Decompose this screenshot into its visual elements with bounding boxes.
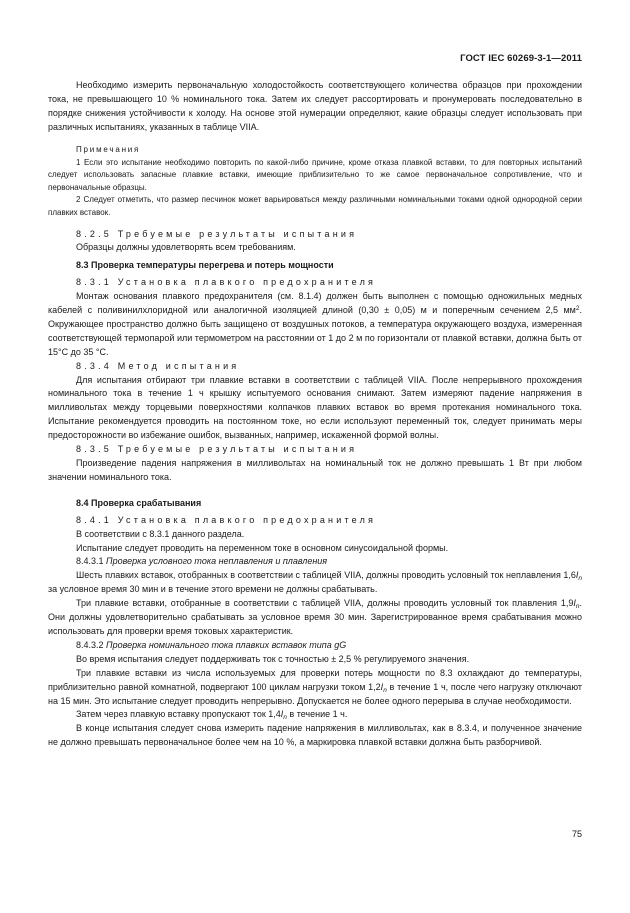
text-8-4-3-2-p2: Три плавкие вставки из числа используемых для проверки потерь мощности по 8.3 охлаждают до температуры, приблизительно равной комнатной, подвергают 100 циклам нагрузки током $1,2I_n$ в течение 1 ч, после чего нагрузку отключают на 15 мин. Это испытание следует проводить непрерывно. Допускается не более одного перерыва в случае необходимости.: [48, 667, 583, 706]
heading-8-2-5: 8.2.5 Требуемые результаты испытания: [76, 228, 358, 239]
heading-8-3-4: 8.3.4 Метод испытания: [76, 360, 240, 371]
text-8-4-3-2-p4: В конце испытания следует снова измерить падение напряжения в милливольтах, как в 8.3.4, и полученное значение не должно превышать первоначальное более чем на 10 %, а маркировка плавкой вставки должна быть разборчивой.: [48, 723, 582, 748]
heading-8-4-3-1: 8.4.3.1 Проверка условного тока неплавления и плавления: [76, 556, 328, 567]
text-8-4-3-2-p3: Затем через плавкую вставку пропускают ток $1,4I_n$ в течение 1 ч.: [76, 709, 348, 722]
heading-8-3-1: 8.3.1 Установка плавкого предохранителя: [76, 277, 377, 288]
section-title-8-3: 8.3 Проверка температуры перегрева и потерь мощности: [76, 260, 334, 271]
note-2: 2 Следует отметить, что размер песчинок может варьироваться между различными номинальными токами одной однородной серии плавких вставок.: [48, 195, 582, 217]
text-8-4-1-line1: В соответствии с 8.3.1 данного раздела.: [76, 528, 245, 539]
intro-paragraph: Необходимо измерить первоначальную холодостойкость соответствующего количества образцов при прохождении тока, не превышающего 10 % номинального тока. Затем их следует рассортировать и пронумеровать последовательно в порядке снижения устойчивости к холоду. На основе этой нумерации определяют, какие образцы следует использовать при различных испытаниях, указанных в таблице VIIA.: [48, 80, 582, 132]
note-1: 1 Если это испытание необходимо повторить по какой-либо причине, кроме отказа плавкой вставки, то для повторных испытаний следует использовать запасные плавкие вставки, имеющие приблизительно то же самое первоначальное сопротивление, что и первоначальные образцы.: [48, 157, 582, 192]
text-8-4-3-2-p1: Во время испытания следует поддерживать ток с точностью ± 2,5 % регулируемого значения.: [76, 653, 470, 664]
text-8-2-5: Образцы должны удовлетворять всем требованиям.: [76, 242, 296, 253]
text-8-3-5: Произведение падения напряжения в милливольтах на номинальный ток не должно превышать 1 Вт при любом значении номинального тока.: [48, 458, 582, 482]
text-8-4-3-1-p1: Шесть плавких вставок, отобранных в соответствии с таблицей VIIA, должны проводить условный ток неплавления $1,6I_n$ за условное время 30 мин и в течение этого времени не должны срабатывать.: [48, 570, 582, 595]
text-8-3-4: Для испытания отбирают три плавкие вставки в соответствии с таблицей VIIA. После непрерывного прохождения номинального тока в течение 1 ч крышку испытуемого основания снимают. Затем измеряют падение напряжения в милливольтах между торцевыми поверхностями колпачков плавких вставок во время протекания номинального тока. Испытание рекомендуется проводить на постоянном токе, но если используют переменный ток, следует принимать меры предосторожности во избежание ошибок, вызванных, например, искаженной формой волны.: [48, 374, 582, 441]
heading-8-4-1: 8.4.1 Установка плавкого предохранителя: [76, 514, 377, 525]
document-body: [48, 79, 582, 750]
heading-8-3-5: 8.3.5 Требуемые результаты испытания: [76, 444, 358, 455]
standard-header: ГОСТ IEC 60269-3-1—2011: [460, 53, 582, 64]
page-number: 75: [571, 829, 582, 839]
section-title-8-4: 8.4 Проверка срабатывания: [76, 497, 202, 508]
heading-8-4-3-2: 8.4.3.2 Проверка номинального тока плавких вставок типа gG: [76, 639, 347, 650]
notes-title: Примечания: [76, 144, 141, 154]
text-8-4-1-line2: Испытание следует проводить на переменном токе в основном синусоидальной формы.: [76, 542, 449, 553]
text-8-3-1: Монтаж основания плавкого предохранителя (см. 8.1.4) должен быть выполнен с помощью одножильных медных кабелей с поливинилхлоридной или аналогичной изоляцией длиной (0,30 ± 0,05) м и поперечным сечением 2,5 $мм^2$. Окружающее пространство должно быть защищено от воздушных потоков, а температура окружающего воздуха, измеренная соответствующей термопарой или термометром на расстоянии от 1 до 2 м по горизонтали от плавкой вставки, должна быть от 15°С до 35 °С.: [48, 291, 582, 357]
text-8-4-3-1-p2: Три плавкие вставки, отобранные в соответствии с таблицей VIIA, должны проводить условный ток плавления $1,9I_n$. Они должны удовлетворительно срабатывать за условное время 30 мин. Зарегистрированное время срабатывания можно использовать для проверки время токовых характеристик.: [48, 598, 582, 636]
